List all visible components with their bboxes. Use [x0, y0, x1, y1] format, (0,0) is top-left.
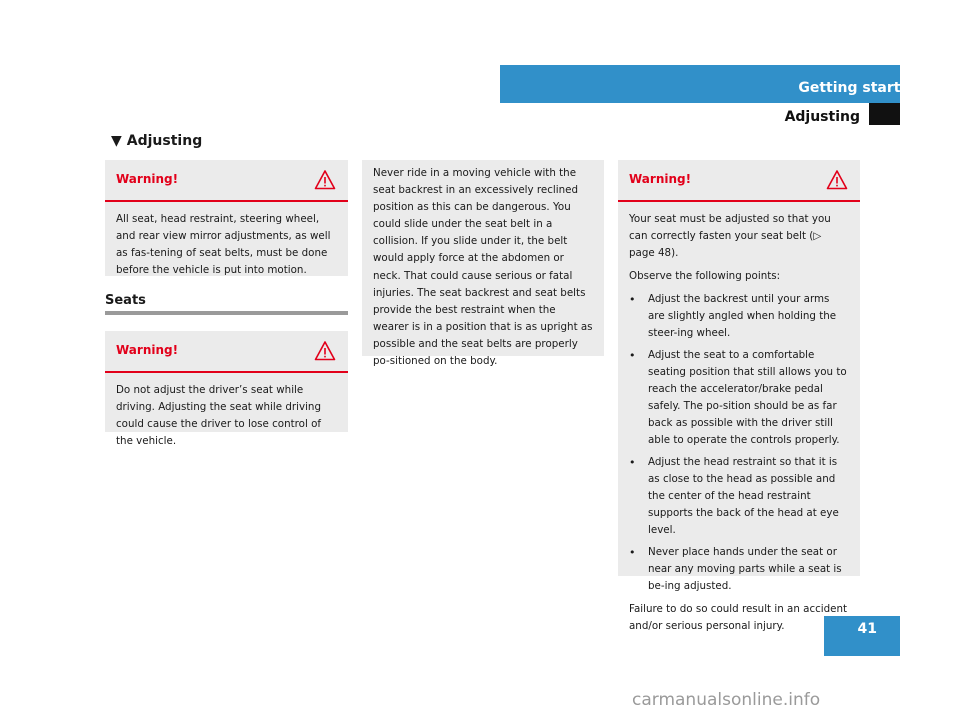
list-item: • Adjust the seat to a comfortable seating position that still allows you to reach the accelerator/brake pedal safely. The po-sition should be as far back as possible with the driver still able to operate the controls properly. [629, 347, 849, 449]
warning-text: All seat, head restraint, steering wheel, and rear view mirror adjustments, as well as fas-tening of seat belts, must be done before the vehicle is put into motion. [116, 213, 331, 276]
warning-title: Warning! [116, 343, 179, 357]
warning-body [362, 160, 604, 380]
warning-outro: Failure to do so could result in an accident and/or serious personal injury. [629, 603, 848, 632]
warning-text: Never ride in a moving vehicle with the seat backrest in an excessively reclined position as this can be dangerous. You could slide under the seat belt in a collision. If you slide under it, the belt would apply force at the abdomen or neck. That could cause serious or fatal injuries. The seat backrest and seat belts provide the best restraint when the wearer is in a position that is as upright as possible and the seat belts are properly po-sitioned on the body. [373, 167, 593, 368]
header-section-title: Getting started [798, 80, 920, 96]
header-subsection-title: Adjusting [784, 109, 860, 125]
list-item: • Adjust the backrest until your arms are slightly angled when holding the steer-ing wheel. [629, 291, 849, 342]
watermark: carmanualsonline.info [632, 690, 821, 710]
warning-title: Warning! [116, 172, 179, 186]
warning-body [105, 202, 348, 289]
section-heading-label: Adjusting [126, 133, 203, 149]
warning-triangle-icon [314, 169, 336, 191]
list-item: • Adjust the head restraint so that it is as close to the head as possible and the center of the head restraint supports the back of the head at eye level. [629, 454, 849, 539]
warning-text: Do not adjust the driver’s seat while driving. Adjusting the seat while driving could cause the driver to lose control of the vehicle. [116, 384, 321, 447]
warning-box-adjustments [105, 160, 348, 276]
warning-header [105, 331, 348, 373]
warning-box-driving [105, 331, 348, 447]
warning-triangle-icon [314, 340, 336, 362]
header-tab-marker [869, 103, 900, 125]
page-number: 41 [857, 621, 877, 637]
warning-header [105, 160, 348, 202]
section-heading [111, 133, 202, 149]
warning-box-seat-belt [618, 160, 860, 632]
triangle-down-icon: ▼ [111, 133, 122, 149]
warning-body [618, 202, 860, 645]
warning-intro: Your seat must be adjusted so that you can correctly fasten your seat belt (▷ page 48). [629, 213, 831, 259]
warning-header [618, 160, 860, 202]
seats-heading: Seats [105, 293, 146, 308]
warning-box-continuation [362, 160, 604, 368]
warning-title: Warning! [629, 172, 692, 186]
warning-lead: Observe the following points: [629, 270, 781, 282]
warning-bullet-list [629, 291, 849, 595]
seats-divider [105, 311, 348, 315]
warning-body [105, 373, 348, 460]
warning-triangle-icon [826, 169, 848, 191]
list-item: • Never place hands under the seat or near any moving parts while a seat is be-ing adjusted. [629, 544, 849, 595]
